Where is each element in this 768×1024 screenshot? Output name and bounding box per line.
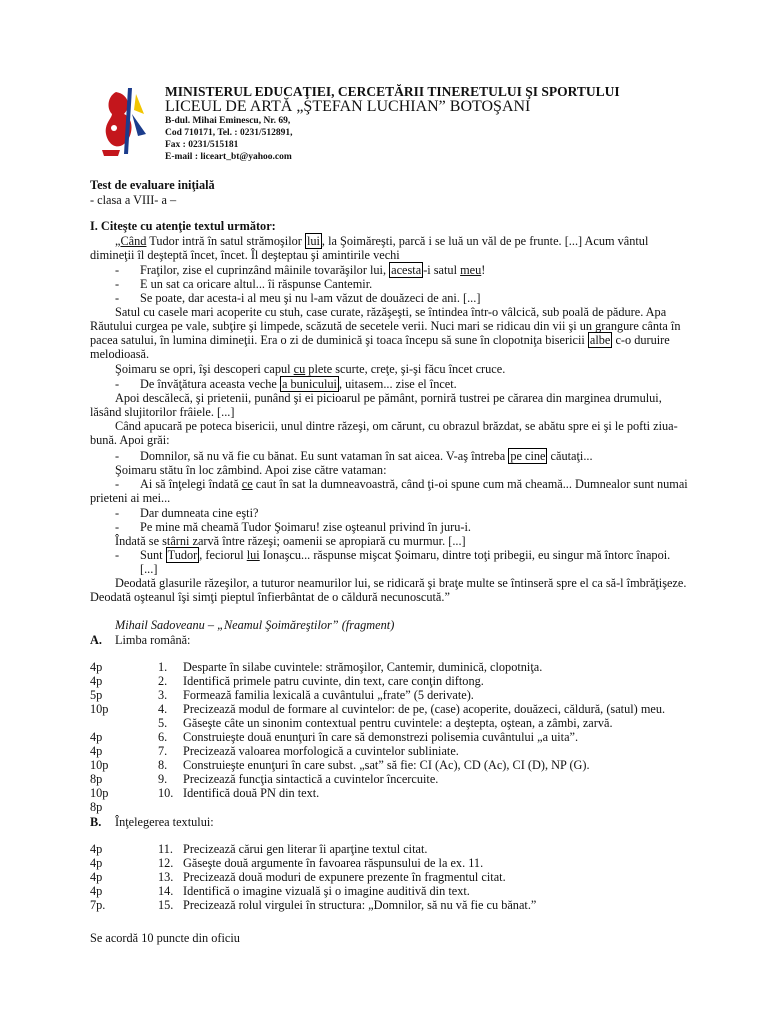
source-citation: Mihail Sadoveanu – „Neamul Şoimăreştilor” (fragment) [115, 618, 395, 632]
question-points: 10p [90, 786, 109, 800]
text-line: dimineţii îl deşteptă încet, încet. Îl deşteptau şi amintirile vechi [90, 248, 400, 262]
school-fax: Fax : 0231/515181 [165, 140, 239, 150]
question-text: Identifică două PN din text. [183, 786, 320, 800]
question-text: Desparte în silabe cuvintele: strămoşilor, Cantemir, duminică, clopotniţa. [183, 660, 543, 674]
dash: - [115, 548, 120, 562]
paragraph: Îndată se stârni zarvă între răzeşi; oamenii se apropiară cu murmur. [...] [115, 534, 466, 548]
dialogue-line: Se poate, dar acesta-i al meu şi nu l-am văzut de douăzeci de ani. [...] [140, 291, 481, 305]
question-text: Precizează funcţia sintactică a cuvintelor încercuite. [183, 772, 439, 786]
dialogue-line: Sunt Tudor , feciorul lui Ionaşcu... răspunse mişcat Şoimaru, dintre toţi pribegii, eu singur mă întorc înapoi. [140, 548, 671, 562]
question-text: Construieşte două enunţuri în care să demonstrezi polisemia cuvântului „a uita”. [183, 730, 579, 744]
question-points: 5p [90, 688, 103, 702]
question-points: 10p [90, 758, 109, 772]
dash: - [115, 277, 120, 291]
question-text: Precizează două moduri de expunere prezente în fragmentul citat. [183, 870, 506, 884]
extra-points: 8p [90, 800, 103, 814]
dash: - [115, 506, 120, 520]
question-points: 4p [90, 660, 103, 674]
question-number: 8. [158, 758, 168, 772]
dash: - [115, 377, 120, 391]
question-text: Precizează modul de formare al cuvintelor: de pe, (case) acoperite, douăzeci, căldură, (satul) meu. [183, 702, 666, 716]
dialogue-line: Ai să înţelegi îndată ce caut în sat la dumneavoastră, când ţi-oi spune cum mă cheamă... Dumnealor sunt numai prieteni ai mei... [90, 477, 688, 505]
question-number: 1. [158, 660, 168, 674]
part-a-letter: A. [90, 633, 102, 647]
question-text: Identifică o imagine vizuală şi o imagine auditivă din text. [183, 884, 470, 898]
ministry-name: MINISTERUL EDUCAŢIEI, CERCETĂRII TINERETULUI ŞI SPORTULUI [165, 84, 620, 99]
dash: - [115, 520, 120, 534]
question-text: Construieşte enunţuri în care subst. „sat” să fie: CI (Ac), CD (Ac), CI (D), NP (G). [183, 758, 590, 772]
school-name: LICEUL DE ARTĂ „ŞTEFAN LUCHIAN” BOTOŞANI [165, 98, 531, 115]
question-text: Precizează cărui gen literar îi aparţine textul citat. [183, 842, 428, 856]
question-points: 4p [90, 884, 103, 898]
dialogue-line: E un sat ca oricare altul... îi răspunse Cantemir. [140, 277, 373, 291]
dialogue-line: Domnilor, să nu vă fie cu bănat. Eu sunt vataman în sat aicea. V-aş întreba pe cine căutaţi... [140, 449, 593, 463]
dash: - [115, 477, 120, 491]
text-line: „Când Tudor intră în satul strămoşilor lui , la Şoimăreşti, parcă i se luă un văl de pe frunte. [...] Acum vântul [115, 234, 649, 248]
part-b-title: Înţelegerea textului: [115, 815, 214, 829]
school-logo [98, 84, 150, 162]
dash: - [115, 263, 120, 277]
paragraph: Când apucară pe poteca bisericii, unul dintre răzeşi, om cărunt, cu obrazul brăzdat, se abătu spre ei şi le pofti ziua-bună. Apoi grăi: [90, 419, 678, 447]
dialogue-line: De învăţătura aceasta veche a bunicului , uitasem... zise el încet. [140, 377, 457, 391]
question-number: 4. [158, 702, 168, 716]
paragraph: Apoi descălecă, şi prietenii, punând şi ei picioarul pe pământ, porniră tustrei pe cărarea din marginea drumului, lăsând slujitorilor frâiele. [...] [90, 391, 662, 419]
section-heading: I. Citeşte cu atenţie textul următor: [90, 219, 276, 233]
question-points: 4p [90, 856, 103, 870]
part-a-title: Limba română: [115, 633, 191, 647]
dash: - [115, 449, 120, 463]
question-number: 7. [158, 744, 168, 758]
dash: - [115, 291, 120, 305]
question-number: 10. [158, 786, 174, 800]
question-number: 11. [158, 842, 173, 856]
question-points: 4p [90, 870, 103, 884]
question-number: 3. [158, 688, 168, 702]
part-b-letter: B. [90, 815, 102, 829]
question-text: Precizează rolul virgulei în structura: „Domnilor, să nu vă fie cu bănat.” [183, 898, 537, 912]
test-class: - clasa a VIII- a – [90, 193, 177, 207]
paragraph: Deodată glasurile răzeşilor, a tuturor neamurilor lui, se ridicară şi braţe multe se întinseră spre el ca să-l îmbrăţişeze. Deodată oşteanul îşi simţi pieptul înfierbântat de o căldură necunoscută.” [90, 576, 687, 604]
question-points: 10p [90, 702, 109, 716]
test-title: Test de evaluare iniţială [90, 178, 215, 192]
paragraph: Şoimaru se opri, îşi descoperi capul cu plete scurte, creţe, şi-şi făcu încet cruce. [115, 362, 506, 376]
question-number: 12. [158, 856, 174, 870]
footer-note: Se acordă 10 puncte din oficiu [90, 931, 240, 945]
question-number: 9. [158, 772, 168, 786]
dialogue-line: Dar dumneata cine eşti? [140, 506, 259, 520]
school-email: E-mail : liceart_bt@yahoo.com [165, 152, 292, 162]
question-text: Precizează valoarea morfologică a cuvintelor subliniate. [183, 744, 459, 758]
question-text: Formează familia lexicală a cuvântului „frate” (5 derivate). [183, 688, 474, 702]
dialogue-line: Fraţilor, zise el cuprinzând mâinile tovarăşilor lui, acesta -i satul meu! [140, 263, 486, 277]
question-points: 4p [90, 842, 103, 856]
question-points: 4p [90, 744, 103, 758]
question-number: 6. [158, 730, 168, 744]
school-phone: Cod 710171, Tel. : 0231/512891, [165, 128, 293, 138]
question-text: Găseşte două argumente în favoarea răspunsului de la ex. 11. [183, 856, 484, 870]
question-points: 7p. [90, 898, 106, 912]
dialogue-line: [...] [140, 562, 158, 576]
question-points: 4p [90, 730, 103, 744]
question-points: 4p [90, 674, 103, 688]
paragraph: Şoimaru stătu în loc zâmbind. Apoi zise către vataman: [115, 463, 387, 477]
question-text: Identifică primele patru cuvinte, din text, care conţin diftong. [183, 674, 484, 688]
question-number: 14. [158, 884, 174, 898]
school-address: B-dul. Mihai Eminescu, Nr. 69, [165, 116, 291, 126]
question-points: 8p [90, 772, 103, 786]
question-number: 15. [158, 898, 174, 912]
paragraph: Satul cu casele mari acoperite cu stuh, case curate, răzăşeşti, se întindea într-o vâlcică, sub poală de pădure. Apa Răutului curgea pe vale, subţire şi limpede, scăzută de secetele verii. Nuci mari se ridicau din vii şi un grangure cânta în pacea satului, în lumina dimineţii. Era o zi de duminică şi toaca începu să sune în clopotniţa bisericii albe c-o duruire melodioasă. [90, 305, 681, 361]
question-text: Găseşte câte un sinonim contextual pentru cuvintele: a deştepta, oştean, a zâmbi, zarvă. [183, 716, 613, 730]
question-number: 13. [158, 870, 174, 884]
question-number: 2. [158, 674, 168, 688]
dialogue-line: Pe mine mă cheamă Tudor Şoimaru! zise oşteanul privind în juru-i. [140, 520, 471, 534]
question-number: 5. [158, 716, 168, 730]
